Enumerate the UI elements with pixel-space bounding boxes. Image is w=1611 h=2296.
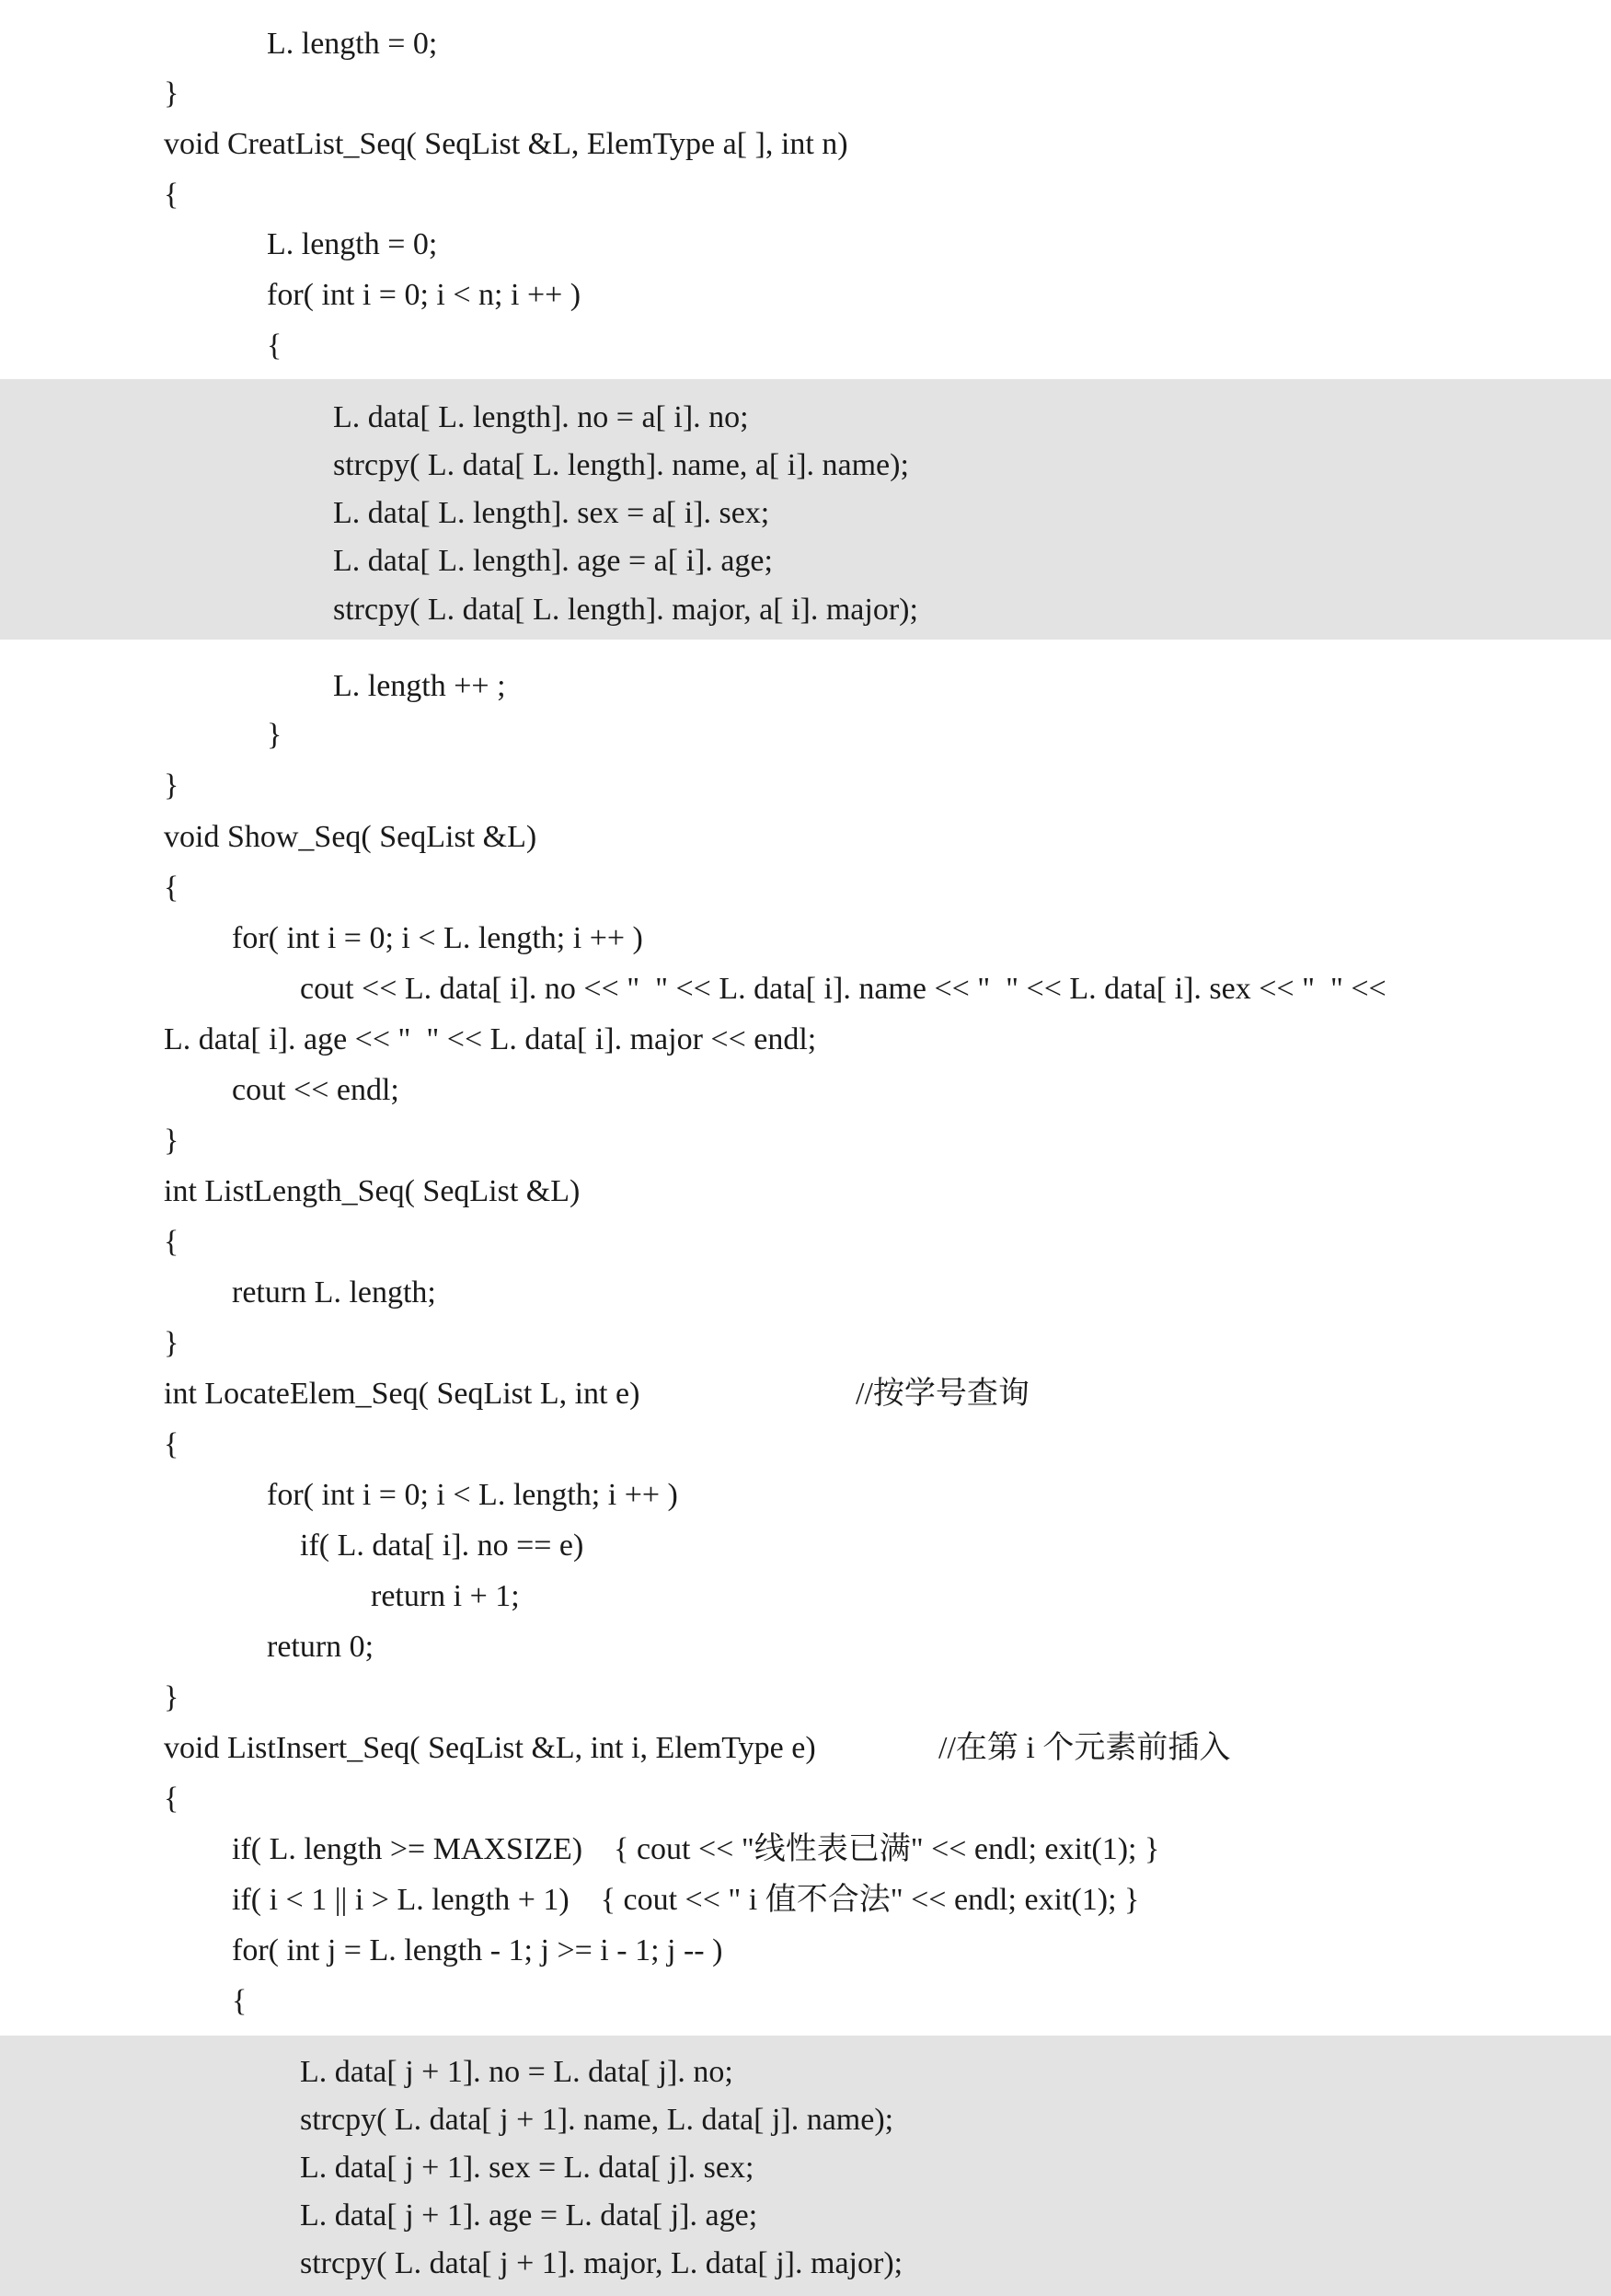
code-line: if( L. length >= MAXSIZE) { cout << "线性表已满" << endl; exit(1); } — [232, 1832, 1160, 1866]
code-line: return i + 1; — [371, 1579, 520, 1613]
code-line: L. data[ j + 1]. age = L. data[ j]. age; — [300, 2198, 758, 2233]
code-line: { — [164, 871, 179, 905]
code-comment: //在第 i 个元素前插入 — [938, 1731, 1231, 1765]
code-line: } — [164, 1680, 179, 1714]
code-line: void CreatList_Seq( SeqList &L, ElemType a[ ], int n) — [164, 127, 848, 161]
code-line: strcpy( L. data[ j + 1]. major, L. data[ j]. major); — [300, 2246, 903, 2280]
code-line: { — [164, 1225, 179, 1259]
code-line: L. data[ L. length]. sex = a[ i]. sex; — [333, 496, 770, 530]
code-line: strcpy( L. data[ L. length]. major, a[ i]. major); — [333, 593, 918, 627]
code-line: L. data[ i]. age << " " << L. data[ i]. major << endl; — [164, 1022, 817, 1056]
code-line: if( i < 1 || i > L. length + 1) { cout << " i 值不合法" << endl; exit(1); } — [232, 1883, 1140, 1917]
code-line: for( int i = 0; i < L. length; i ++ ) — [232, 921, 643, 955]
code-line: return L. length; — [232, 1275, 436, 1310]
code-line: strcpy( L. data[ j + 1]. name, L. data[ j]. name); — [300, 2103, 894, 2137]
code-line: { — [164, 178, 179, 212]
code-line: for( int i = 0; i < n; i ++ ) — [267, 278, 581, 312]
code-line: } — [164, 1124, 179, 1158]
code-line: L. data[ L. length]. age = a[ i]. age; — [333, 544, 773, 578]
code-line: int LocateElem_Seq( SeqList L, int e) — [164, 1377, 640, 1411]
code-line: strcpy( L. data[ L. length]. name, a[ i]. name); — [333, 448, 909, 482]
code-line: { — [267, 329, 282, 363]
code-line: } — [164, 1326, 179, 1360]
code-line: for( int i = 0; i < L. length; i ++ ) — [267, 1478, 678, 1512]
code-line: if( L. data[ i]. no == e) — [300, 1529, 584, 1563]
code-line: return 0; — [267, 1630, 374, 1664]
code-line: { — [164, 1427, 179, 1461]
code-line: L. data[ j + 1]. no = L. data[ j]. no; — [300, 2055, 733, 2089]
code-line: void Show_Seq( SeqList &L) — [164, 820, 537, 854]
code-line: L. length ++ ; — [333, 669, 506, 703]
code-line: { — [232, 1984, 247, 2018]
code-line: cout << endl; — [232, 1073, 399, 1107]
code-line: L. data[ L. length]. no = a[ i]. no; — [333, 400, 749, 434]
code-line: { — [164, 1782, 179, 1816]
code-line: cout << L. data[ i]. no << " " << L. data[ i]. name << " " << L. data[ i]. sex << " " << — [300, 972, 1387, 1006]
code-line: void ListInsert_Seq( SeqList &L, int i, ElemType e) — [164, 1731, 816, 1765]
code-line: L. length = 0; — [267, 27, 438, 61]
code-line: } — [267, 718, 282, 752]
code-line: } — [164, 768, 179, 802]
code-line: int ListLength_Seq( SeqList &L) — [164, 1174, 581, 1208]
code-line: } — [164, 76, 179, 110]
code-line: for( int j = L. length - 1; j >= i - 1; j -- ) — [232, 1933, 723, 1967]
code-line: L. length = 0; — [267, 227, 438, 261]
code-line: L. data[ j + 1]. sex = L. data[ j]. sex; — [300, 2151, 754, 2185]
code-comment: //按学号查询 — [856, 1377, 1030, 1411]
